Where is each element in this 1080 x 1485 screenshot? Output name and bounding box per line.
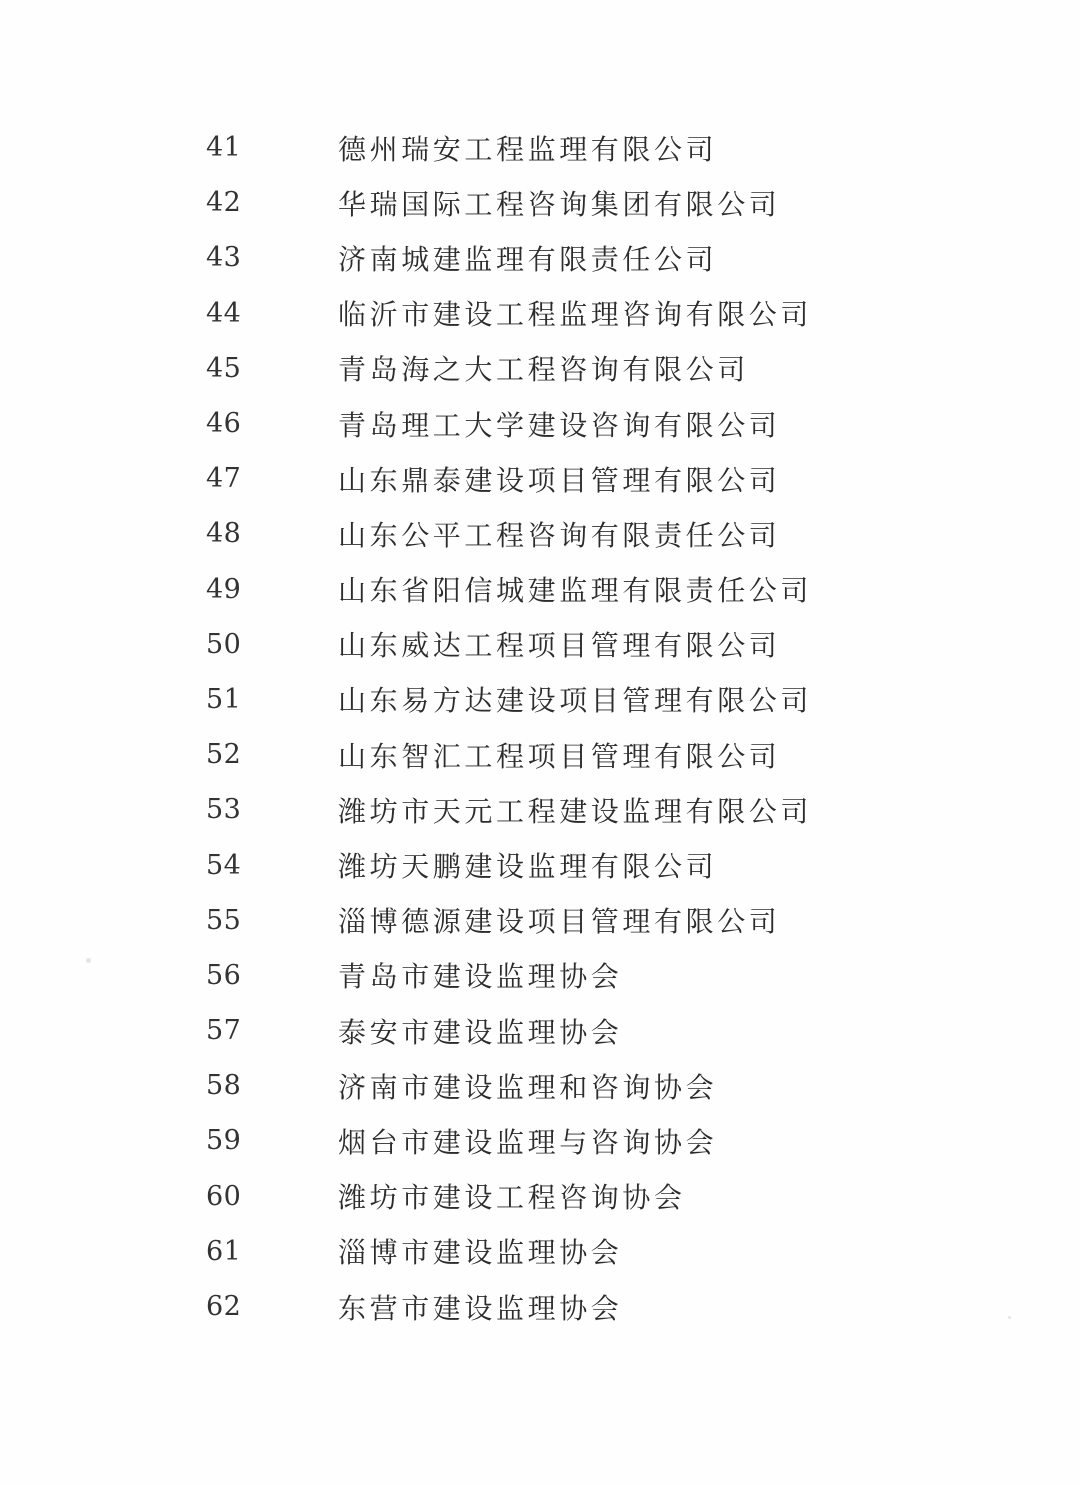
list-item <box>0 230 1080 285</box>
entry-name: 泰安市建设监理协会 <box>338 1015 623 1049</box>
entry-number: 44 <box>206 297 242 329</box>
list-item <box>0 286 1080 341</box>
entry-name: 华瑞国际工程咨询集团有限公司 <box>338 187 781 221</box>
entry-number: 41 <box>206 132 242 164</box>
entry-number: 54 <box>206 849 242 881</box>
list-item <box>0 120 1080 175</box>
entry-number: 62 <box>206 1291 242 1323</box>
list-item <box>0 1279 1080 1334</box>
entry-name: 东营市建设监理协会 <box>338 1291 623 1325</box>
entry-name: 济南市建设监理和咨询协会 <box>338 1070 718 1104</box>
entry-number: 49 <box>206 573 242 605</box>
list-item <box>0 727 1080 782</box>
entry-number: 48 <box>206 518 242 550</box>
list-item <box>0 506 1080 561</box>
entry-number: 57 <box>206 1015 242 1047</box>
entry-name: 德州瑞安工程监理有限公司 <box>338 132 718 166</box>
entry-name: 青岛市建设监理协会 <box>338 960 623 994</box>
entry-name: 烟台市建设监理与咨询协会 <box>338 1125 718 1159</box>
entry-number: 45 <box>206 352 242 384</box>
entry-name: 济南城建监理有限责任公司 <box>338 242 718 276</box>
entry-name: 淄博德源建设项目管理有限公司 <box>338 905 781 939</box>
entry-name: 山东省阳信城建监理有限责任公司 <box>338 574 813 608</box>
list-item <box>0 1169 1080 1224</box>
entry-list <box>0 120 1080 1334</box>
list-item <box>0 948 1080 1003</box>
list-item <box>0 1003 1080 1058</box>
entry-name: 山东智汇工程项目管理有限公司 <box>338 739 781 773</box>
entry-number: 58 <box>206 1070 242 1102</box>
list-item <box>0 1224 1080 1279</box>
entry-number: 60 <box>206 1180 242 1212</box>
entry-name: 山东易方达建设项目管理有限公司 <box>338 684 813 718</box>
entry-name: 潍坊天鹏建设监理有限公司 <box>338 850 718 884</box>
entry-number: 53 <box>206 794 242 826</box>
list-item <box>0 1113 1080 1168</box>
entry-name: 潍坊市天元工程建设监理有限公司 <box>338 794 813 828</box>
list-item <box>0 672 1080 727</box>
entry-name: 潍坊市建设工程咨询协会 <box>338 1181 686 1215</box>
entry-number: 61 <box>206 1235 242 1267</box>
entry-number: 59 <box>206 1125 242 1157</box>
entry-number: 51 <box>206 683 242 715</box>
entry-name: 临沂市建设工程监理咨询有限公司 <box>338 298 813 332</box>
list-item <box>0 175 1080 230</box>
list-item <box>0 782 1080 837</box>
entry-name: 山东鼎泰建设项目管理有限公司 <box>338 463 781 497</box>
list-item <box>0 396 1080 451</box>
entry-name: 山东威达工程项目管理有限公司 <box>338 629 781 663</box>
list-item <box>0 1058 1080 1113</box>
list-item <box>0 562 1080 617</box>
entry-name: 青岛海之大工程咨询有限公司 <box>338 353 749 387</box>
entry-number: 55 <box>206 904 242 936</box>
entry-number: 56 <box>206 959 242 991</box>
entry-number: 46 <box>206 408 242 440</box>
list-item <box>0 617 1080 672</box>
entry-name: 山东公平工程咨询有限责任公司 <box>338 518 781 552</box>
entry-number: 43 <box>206 242 242 274</box>
entry-number: 42 <box>206 187 242 219</box>
list-item <box>0 451 1080 506</box>
entry-name: 青岛理工大学建设咨询有限公司 <box>338 408 781 442</box>
list-item <box>0 341 1080 396</box>
list-item <box>0 837 1080 892</box>
entry-name: 淄博市建设监理协会 <box>338 1236 623 1270</box>
entry-number: 52 <box>206 739 242 771</box>
entry-number: 50 <box>206 628 242 660</box>
list-item <box>0 893 1080 948</box>
entry-number: 47 <box>206 463 242 495</box>
